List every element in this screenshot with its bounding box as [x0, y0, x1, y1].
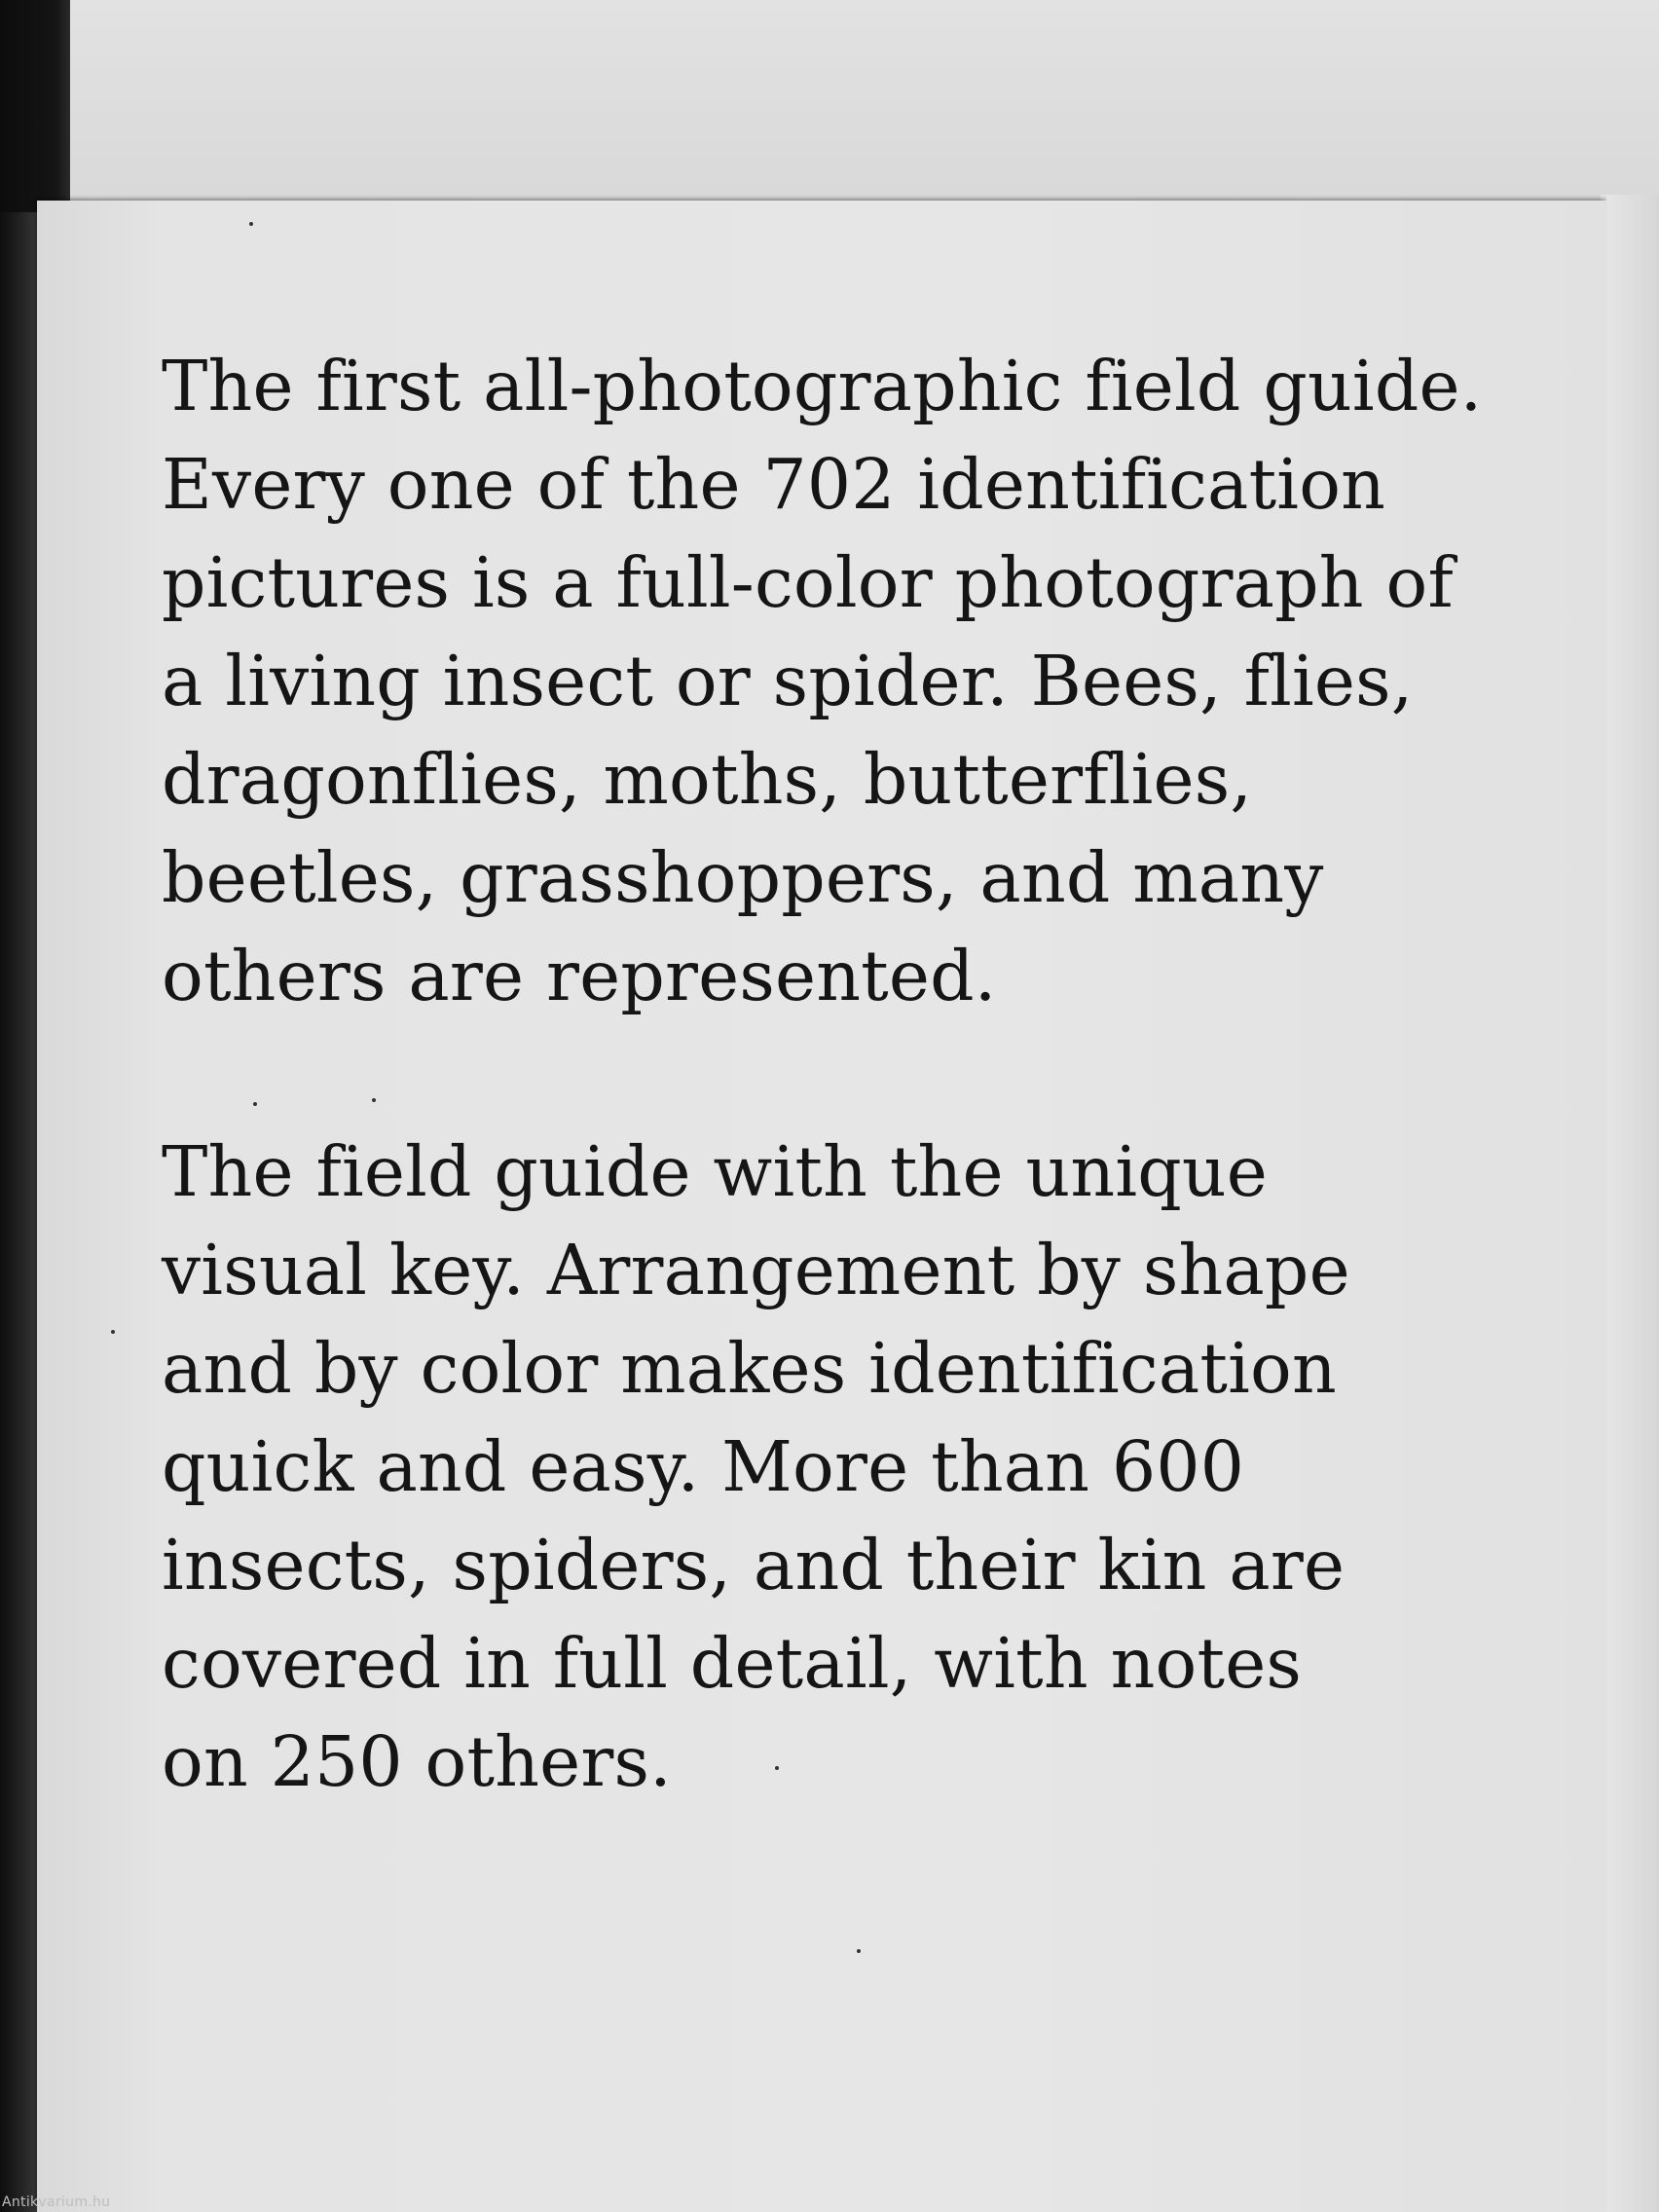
text-line: visual key. Arrangement by shape: [162, 1230, 1350, 1310]
text-line: The first all-photographic field guide.: [162, 346, 1483, 426]
text-line: insects, spiders, and their kin are: [162, 1525, 1346, 1605]
text-line: dragonflies, moths, butterflies,: [162, 739, 1253, 820]
text-line: others are represented.: [162, 936, 997, 1016]
text-line: on 250 others.: [162, 1721, 672, 1802]
paragraph-photographic-guide: [162, 337, 1544, 1025]
watermark: Antikvarium.hu: [2, 2194, 111, 2210]
book-back-cover: [37, 201, 1606, 2212]
paragraph-visual-key: [162, 1123, 1544, 1811]
book-edge-dark: [0, 0, 70, 214]
text-line: quick and easy. More than 600: [162, 1426, 1245, 1507]
dust-speck: [111, 1330, 115, 1334]
text-line: and by color makes identification: [162, 1328, 1337, 1409]
dust-speck: [253, 1102, 257, 1106]
dust-speck: [249, 222, 253, 226]
text-line: a living insect or spider. Bees, flies,: [162, 641, 1414, 721]
text-line: covered in full detail, with notes: [162, 1623, 1303, 1704]
background-surface: [0, 0, 1659, 214]
dust-speck: [372, 1098, 376, 1102]
text-line: pictures is a full-color photograph of: [162, 542, 1454, 623]
text-line: The field guide with the unique: [162, 1131, 1269, 1212]
page-edge-shadow: [37, 195, 1606, 201]
background-right-strip: [1601, 195, 1659, 2212]
text-line: Every one of the 702 identification: [162, 444, 1386, 525]
text-line: beetles, grasshoppers, and many: [162, 837, 1324, 918]
dust-speck: [857, 1949, 861, 1953]
dust-speck: [775, 1766, 779, 1770]
book-spine: [0, 212, 39, 2212]
cover-copy: [162, 337, 1544, 1811]
